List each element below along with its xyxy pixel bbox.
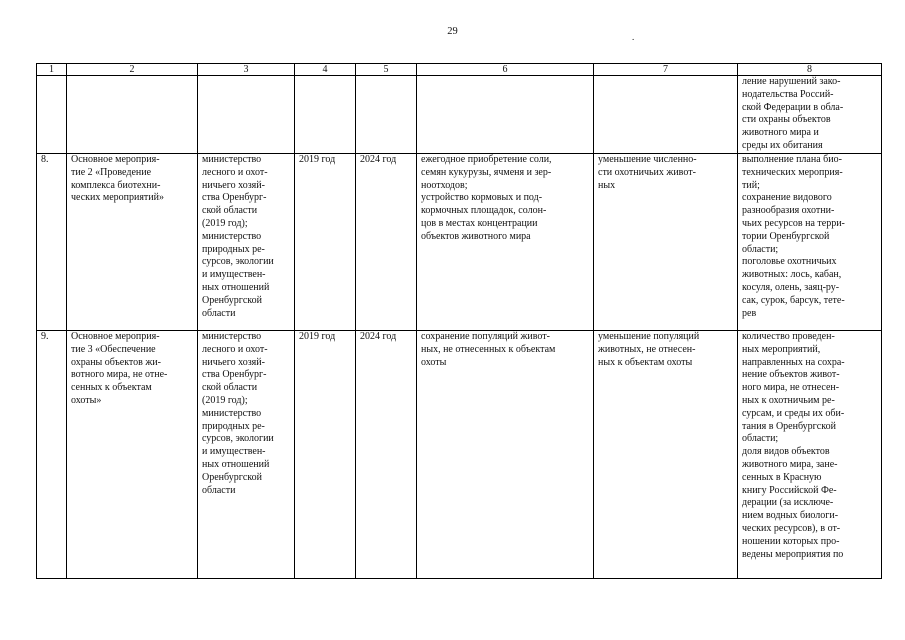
event-name-cell xyxy=(67,331,198,579)
description-cell xyxy=(417,154,594,331)
continuation-cell-6 xyxy=(417,76,594,154)
column-number-6: 6 xyxy=(417,64,594,76)
end-year-cell: 2024 год xyxy=(356,154,417,331)
executor-text: министерство лесного и охот- ничьего хозяй- ства Оренбург- ской области (2019 год); министерство природных ре- сурсов, экологии и имуществен- ных отношений Оренбургской области xyxy=(202,331,274,496)
column-number-1: 1 xyxy=(37,64,67,76)
continuation-cell-4 xyxy=(295,76,356,154)
table-row xyxy=(37,154,882,331)
consequences-text: уменьшение популяций животных, не отнесен- ных к объектам охоты xyxy=(598,331,700,368)
event-name-cell xyxy=(67,154,198,331)
event-name-text: Основное мероприя- тие 2 «Проведение комплекса биотехни- ческих мероприятий» xyxy=(71,154,165,204)
column-number-row xyxy=(37,64,882,76)
row-number: 9. xyxy=(37,331,67,579)
executor-cell xyxy=(198,331,295,579)
continuation-cell-2 xyxy=(67,76,198,154)
consequences-text: уменьшение численно- сти охотничьих живот- ных xyxy=(598,154,697,191)
consequences-cell xyxy=(594,331,738,579)
indicators-text: количество проведен- ных мероприятий, направленных на сохра- нение объектов живот- ного мира, не отнесен- ных к охотничьим ре- сурсам, и среды их оби- тания в Оренбургской области; доля видов объектов животного мира, зане- сенных в Красную книгу Российской Фе- дерации (за исключе- нием водных биологи- ческих ресурсов), в от- ношении которых про- ведены мероприятия по xyxy=(742,331,845,560)
continuation-cell-7 xyxy=(594,76,738,154)
start-year-cell: 2019 год xyxy=(295,154,356,331)
indicators-text: выполнение плана био- технических мероприя- тий; сохранение видового разнообразия охотни- чьих ресурсов на терри- тории Оренбургской области; поголовье охотничьих животных: лось, кабан, косуля, олень, заяц-ру- сак, сурок, барсук, тете- рев xyxy=(742,154,845,319)
start-year-cell: 2019 год xyxy=(295,331,356,579)
description-text: сохранение популяций живот- ных, не отнесенных к объектам охоты xyxy=(421,331,556,368)
page-number: 29 xyxy=(447,26,458,37)
description-text: ежегодное приобретение соли, семян кукурузы, ячменя и зер- ноотходов; устройство кормовых и под- кормочных площадок, солон- цов в местах концентрации объектов животного мира xyxy=(421,154,552,242)
continuation-cell-8 xyxy=(738,76,882,154)
event-name-text: Основное мероприя- тие 3 «Обеспечение охраны объектов жи- вотного мира, не отне- сенных к объектам охоты» xyxy=(71,331,168,406)
column-number-8: 8 xyxy=(738,64,882,76)
column-number-7: 7 xyxy=(594,64,738,76)
column-number-2: 2 xyxy=(67,64,198,76)
consequences-cell xyxy=(594,154,738,331)
stray-dot-mark: . xyxy=(632,32,635,42)
executor-cell xyxy=(198,154,295,331)
end-year-cell: 2024 год xyxy=(356,331,417,579)
column-number-4: 4 xyxy=(295,64,356,76)
continuation-cell-3 xyxy=(198,76,295,154)
column-number-5: 5 xyxy=(356,64,417,76)
continuation-row xyxy=(37,76,882,154)
indicators-cell xyxy=(738,154,882,331)
description-cell xyxy=(417,331,594,579)
executor-text: министерство лесного и охот- ничьего хозяй- ства Оренбург- ской области (2019 год); министерство природных ре- сурсов, экологии и имуществен- ных отношений Оренбургской области xyxy=(202,154,274,319)
continuation-indicators-text: ление нарушений зако- нодательства Россий- ской Федерации в обла- сти охраны объектов животного мира и среды их обитания xyxy=(742,76,844,151)
column-number-3: 3 xyxy=(198,64,295,76)
table-row xyxy=(37,331,882,579)
row-number: 8. xyxy=(37,154,67,331)
program-events-table xyxy=(36,63,882,579)
indicators-cell xyxy=(738,331,882,579)
continuation-cell-5 xyxy=(356,76,417,154)
continuation-cell-1 xyxy=(37,76,67,154)
